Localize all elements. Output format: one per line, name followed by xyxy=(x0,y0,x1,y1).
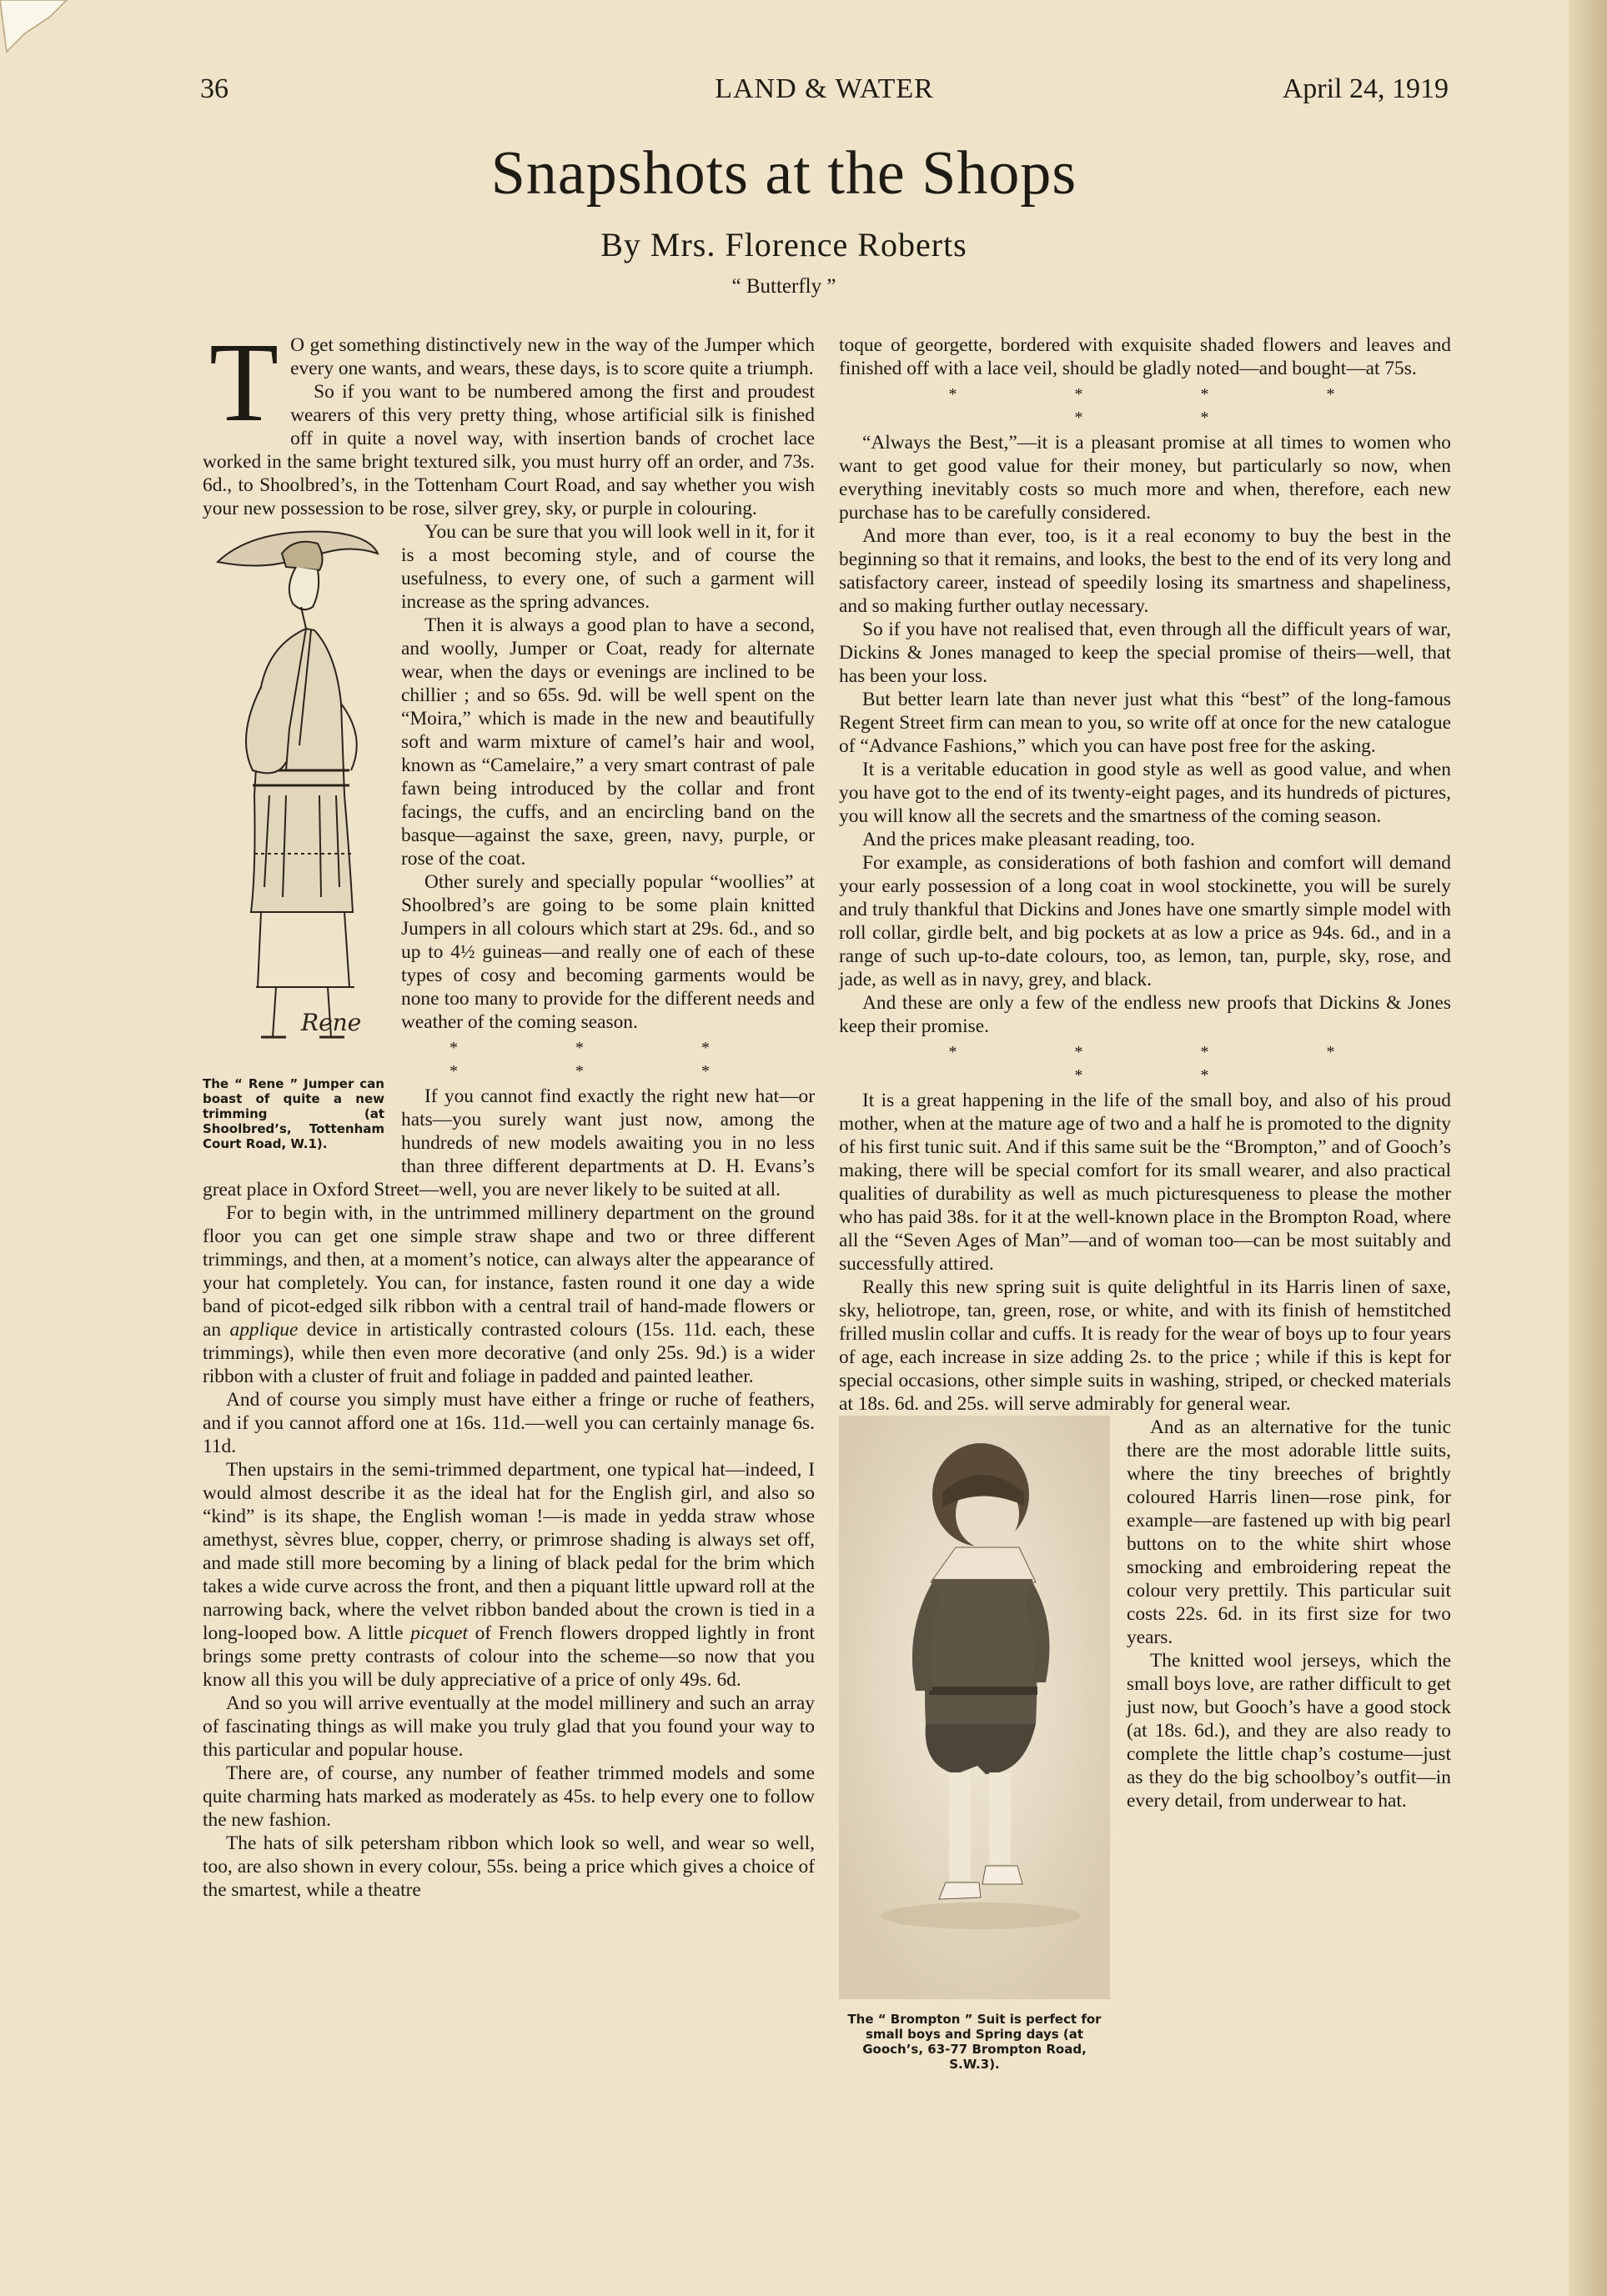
folded-corner xyxy=(0,0,75,58)
paragraph: The knitted wool jerseys, which the small boys love, are rather difficult to get just now, but Gooch’s have a good stock (at 18s. 6d.), and they are also ready to complete the little chap’s costume—just as they do the big schoolboy’s outfit—in every detail, from underwear to hat. xyxy=(1127,1650,1451,1812)
paragraph: And of course you simply must have either a fringe or ruche of feathers, and if you cannot afford one at 16s. 11d.—well you can certainly manage 6s. 11d. xyxy=(203,1389,815,1457)
paragraph: You can be sure that you will look well in it, for it is a most becoming style, and of course the usefulness, to every one, of such a garment will increase as the spring advances. xyxy=(401,521,815,613)
paragraph: So if you want to be numbered among the first and proudest wearers of this very pretty thing, whose artificial silk is finished off in quite a novel way, with insertion bands of crochet lace worked in the same bright textured silk, you must hurry off an order, and 73s. 6d., to Shoolbred’s, in the Tottenham Court Road, and say whether you wish your new possession to be rose, silver grey, sky, or purple in colouring. xyxy=(203,381,815,519)
paragraph: Really this new spring suit is quite delightful in its Harris linen of saxe, sky, heliotrope, tan, green, rose, or white, and with its finish of hemstitched frilled muslin collar and cuffs. It is ready for the wear of boys up to four years of age, each increase in size adding 2s. to the price ; while if this is kept for special occasions, other simple suits in washing, striped, or checked materials at 18s. 6d. and 25s. will serve admirably for general wear. xyxy=(839,1276,1451,1415)
paragraph: Then it is always a good plan to have a second, and woolly, Jumper or Coat, ready for alternate wear, when the days or evenings are inclined to be chillier ; and so 65s. 9d. will be well spent on the “Moira,” which is made in the new and beautifully soft and warm mixture of camel’s hair and wool, known as “Camelaire,” a very smart contrast of pale fawn being introduced by the collar and front facings, the cuffs, and an encircling band on the basque—against the saxe, green, navy, purple, or rose of the coat. xyxy=(401,614,815,870)
page-edge xyxy=(1569,0,1607,2296)
paragraph: For to begin with, in the untrimmed millinery department on the ground floor you can get one simple straw shape and two or three different trimmings, and then, at a moment’s notice, can always alter the appearance of your hat completely. You can, for instance, fasten round it one day a wide band of picot-edged silk ribbon with a central trail of hand-made flowers or an applique device in artistically contrasted colours (15s. 11d. each, these trimmings), while then even more decorative (and only 25s. 9d.) is a wider ribbon with a cluster of fruit and foliage in padded and painted leather. xyxy=(203,1202,815,1387)
paragraph: The hats of silk petersham ribbon which look so well, and wear so well, too, are also shown in every colour, 55s. being a price which gives a choice of the smartest, while a theatre xyxy=(203,1832,815,1901)
paragraph: And the prices make pleasant reading, too. xyxy=(862,829,1195,850)
paragraph: If you cannot find exactly the right new hat—or hats—you surely want just now, among the hundreds of new models awaiting you in no less than three different departments at D. H. Evans’s great place in Oxford Street—well, you are never likely to be suited at all. xyxy=(203,1085,815,1201)
paragraph: It is a veritable education in good style as well as good value, and when you have got to the end of its twenty-eight pages, and its hundreds of pictures, you will know all the secrets and the smartness of the coming season. xyxy=(839,759,1451,827)
figure-caption: The “ Rene ” Jumper can boast of quite a new trimming (at Shoolbred’s, Tottenham Court Road, W.1). xyxy=(203,1076,384,1151)
figure-caption: The “ Brompton ” Suit is perfect for small boys and Spring days (at Gooch’s, 63-77 Brompton Road, S.W.3). xyxy=(847,2012,1102,2072)
page-number: 36 xyxy=(200,73,228,104)
paragraph: T O get something distinctively new in the way of the Jumper which every one wants, and wears, these days, is to score quite a triumph. xyxy=(209,320,815,445)
paragraph: And these are only a few of the endless new proofs that Dickins & Jones keep their promise. xyxy=(839,992,1451,1037)
section-divider: * * * * * * xyxy=(449,1039,766,1080)
section-divider: * * * * * * xyxy=(948,1043,1392,1085)
paragraph: But better learn late than never just what this “best” of the long-famous Regent Street firm can mean to you, so write off at once for the new catalogue of “Advance Fashions,” which you can have post free for the asking. xyxy=(839,689,1451,757)
section-divider: * * * * * * xyxy=(948,385,1392,427)
paragraph: For example, as considerations of both fashion and comfort will demand your early possession of a long coat in wool stockinette, you will be surely and truly thankful that Dickins and Jones have one smartly simple model with roll collar, girdle belt, and big pockets at as low a price as 94s. 6d., and in a range of such up-to-date colours, too, as lemon, tan, purple, sky, rose, and jade, as well as in navy, grey, and black. xyxy=(839,852,1451,990)
paragraph: And as an alternative for the tunic there are the most adorable little suits, where the tiny breeches of brightly coloured Harris linen—rose pink, for example—are fastened up with big pearl buttons on to the white shirt whose smocking and embroidering repeat the colour very prettily. This particular suit costs 22s. 6d. in its first size for two years. xyxy=(1127,1416,1451,1648)
woman-in-jumper-illustration xyxy=(203,520,384,1062)
boy-in-tunic-photo xyxy=(839,1416,1110,1999)
paragraph: And so you will arrive eventually at the model millinery and such an array of fascinating things as will make you truly glad that you found your way to this particular and popular house. xyxy=(203,1692,815,1761)
right-column xyxy=(839,333,1451,2076)
paragraph: Then upstairs in the semi-trimmed department, one typical hat—indeed, I would almost describe it as the ideal hat for the English girl, and also so “kind” is its shape, the English woman !—is made in yedda straw whose amethyst, sèvres blue, copper, cherry, or primrose shading is always set off, and made still more becoming by a lining of black pedal for the brim which takes a wide curve across the front, and then a piquant little upward roll at the narrowing back, where the velvet ribbon banded about the crown is tied in a long-looped bow. A little picquet of French flowers dropped lightly in front brings some pretty contrasts of colour into the scheme—so now that you know all this you will be duly appreciative of a price of only 49s. 6d. xyxy=(203,1459,815,1691)
paragraph: “Always the Best,”—it is a pleasant promise at all times to women who want to get good value for their money, but particularly so now, when everything inevitably costs so much more and when, therefore, each new purchase has to be carefully considered. xyxy=(839,432,1451,524)
artist-signature: Rene xyxy=(301,1009,362,1036)
brompton-suit-figure xyxy=(839,1416,1110,2073)
running-header xyxy=(200,73,1449,115)
paragraph: And more than ever, too, is it a real economy to buy the best in the beginning so that it remains, and looks, the best to the end of its very long and satisfactory career, instead of speedily losing its smartness and shapeliness, and so making further outlay necessary. xyxy=(839,525,1451,617)
paragraph: So if you have not realised that, even through all the difficult years of war, Dickins & Jones managed to keep the special promise of theirs—well, that has been your loss. xyxy=(839,619,1451,687)
drop-cap: T xyxy=(209,320,279,445)
article-byline: By Mrs. Florence Roberts xyxy=(600,226,967,263)
issue-date: April 24, 1919 xyxy=(1282,73,1449,104)
paragraph: toque of georgette, bordered with exquisite shaded flowers and leaves and finished off with a lace veil, should be gladly noted—and bought—at 75s. xyxy=(839,334,1451,379)
paragraph: Other surely and specially popular “woollies” at Shoolbred’s are going to be some plain knitted Jumpers in all colours which start at 29s. 6d., and so up to 4½ guineas—and really one of each of these types of cosy and becoming garments would be none too many to provide for the different needs and weather of the coming season. xyxy=(401,871,815,1033)
magazine-title: LAND & WATER xyxy=(715,73,934,104)
left-column xyxy=(203,320,815,1902)
paragraph: It is a great happening in the life of the small boy, and also of his proud mother, when at the mature age of two and a half he is promoted to the dignity of his first tunic suit. And if this same suit be the “Brompton,” and of Gooch’s making, there will be special comfort for its small wearer, and also practical qualities of durability as well as much picturesqueness to please the mother who has paid 38s. for it at the well-known place in the Brompton Road, where all the “Seven Ages of Man”—and of woman too—can be most suitably and successfully attired. xyxy=(839,1090,1451,1275)
author-pseudonym: “ Butterfly ” xyxy=(731,275,836,298)
article-title: Snapshots at the Shops xyxy=(490,139,1077,208)
rene-jumper-figure xyxy=(203,520,384,1171)
paragraph: There are, of course, any number of feather trimmed models and some quite charming hats marked as moderately as 45s. to help every one to follow the new fashion. xyxy=(203,1762,815,1831)
